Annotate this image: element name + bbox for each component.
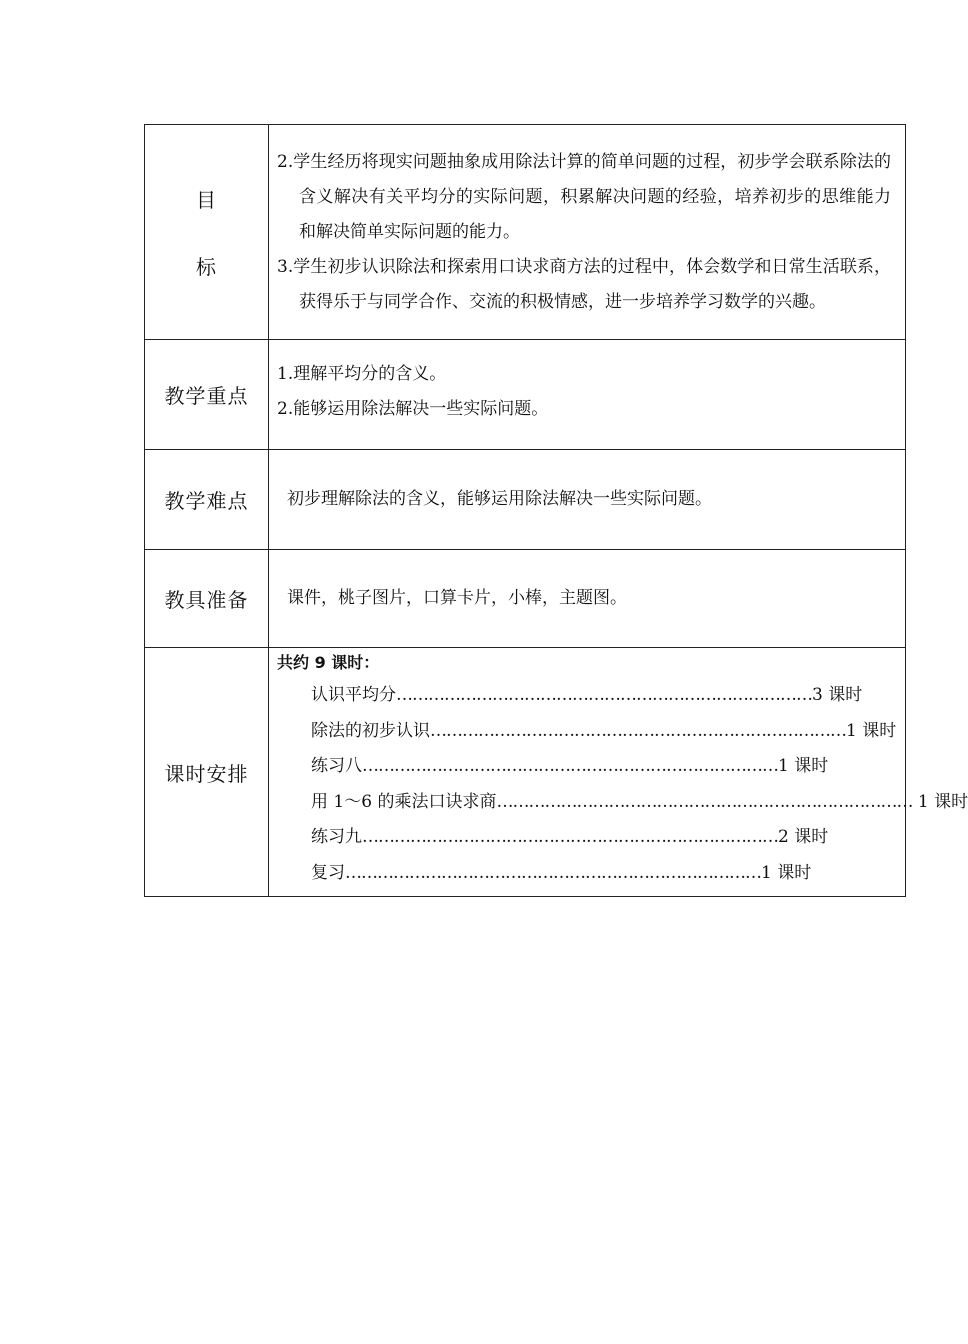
schedule-item [311,714,897,750]
schedule-item-hours: 1 课时 [778,756,829,776]
leader-dots: …………………………………………………………………… [345,862,761,883]
key-points-label: 教学重点 [145,340,269,450]
schedule-item-name: 认识平均分 [311,685,396,705]
goal-item-3: 3.学生初步认识除法和探索用口诀求商方法的过程中，体会数学和日常生活联系，获得乐于与同学合作、交流的积极情感，进一步培养学习数学的兴趣。 [277,256,891,312]
schedule-label: 课时安排 [145,648,269,897]
schedule-item-hours: 2 课时 [778,827,829,847]
schedule-item-name: 复习 [311,862,345,883]
leader-dots: …………………………………………………………………… [362,827,778,847]
materials-text: 课件，桃子图片，口算卡片，小棒，主题图。 [287,588,627,608]
schedule-item-hours: 1 课时 [761,862,812,883]
goals-label-line1: 目 [196,188,217,212]
goals-row [145,125,906,340]
schedule-row [145,648,906,897]
goals-content-cell [269,125,906,340]
schedule-item-name: 用 1～6 的乘法口诀求商 [311,791,497,812]
schedule-title: 共约 9 课时： [277,653,380,672]
leader-dots: …………………………………………………………………… [362,756,778,776]
schedule-content-cell [269,648,968,897]
key-points-row [145,340,906,450]
schedule-item-name: 练习九 [311,827,362,847]
difficulties-content-cell [269,450,906,550]
difficulties-text: 初步理解除法的含义，能够运用除法解决一些实际问题。 [287,489,712,509]
materials-label: 教具准备 [145,550,269,648]
schedule-item [311,678,863,714]
key-point-item-1: 1.理解平均分的含义。 [277,363,447,384]
goals-label-line2: 标 [196,255,217,279]
leader-dots: …………………………………………………………………… [396,685,812,705]
schedule-item-name: 除法的初步认识 [311,720,430,741]
key-point-item-2: 2.能够运用除法解决一些实际问题。 [277,398,549,419]
schedule-item-name: 练习八 [311,756,362,776]
materials-row [145,550,906,648]
key-points-content-cell [269,340,906,450]
schedule-item [311,856,812,892]
lesson-plan-table [144,124,968,897]
difficulties-label: 教学难点 [145,450,269,550]
difficulties-row [145,450,906,550]
schedule-item [311,785,968,821]
schedule-item-hours: 1 课时 [846,720,897,741]
goals-label-cell [145,125,269,340]
schedule-item [311,820,829,856]
leader-dots: …………………………………………………………………… [430,720,846,741]
goal-item-2: 2.学生经历将现实问题抽象成用除法计算的简单问题的过程，初步学会联系除法的含义解决有关平均分的实际问题，积累解决问题的经验，培养初步的思维能力和解决简单实际问题的能力。 [277,151,891,242]
leader-dots: …………………………………………………………………… [496,791,913,812]
schedule-item [311,749,829,785]
materials-content-cell [269,550,906,648]
schedule-item-hours: 1 课时 [912,791,968,812]
schedule-item-hours: 3 课时 [812,685,863,705]
